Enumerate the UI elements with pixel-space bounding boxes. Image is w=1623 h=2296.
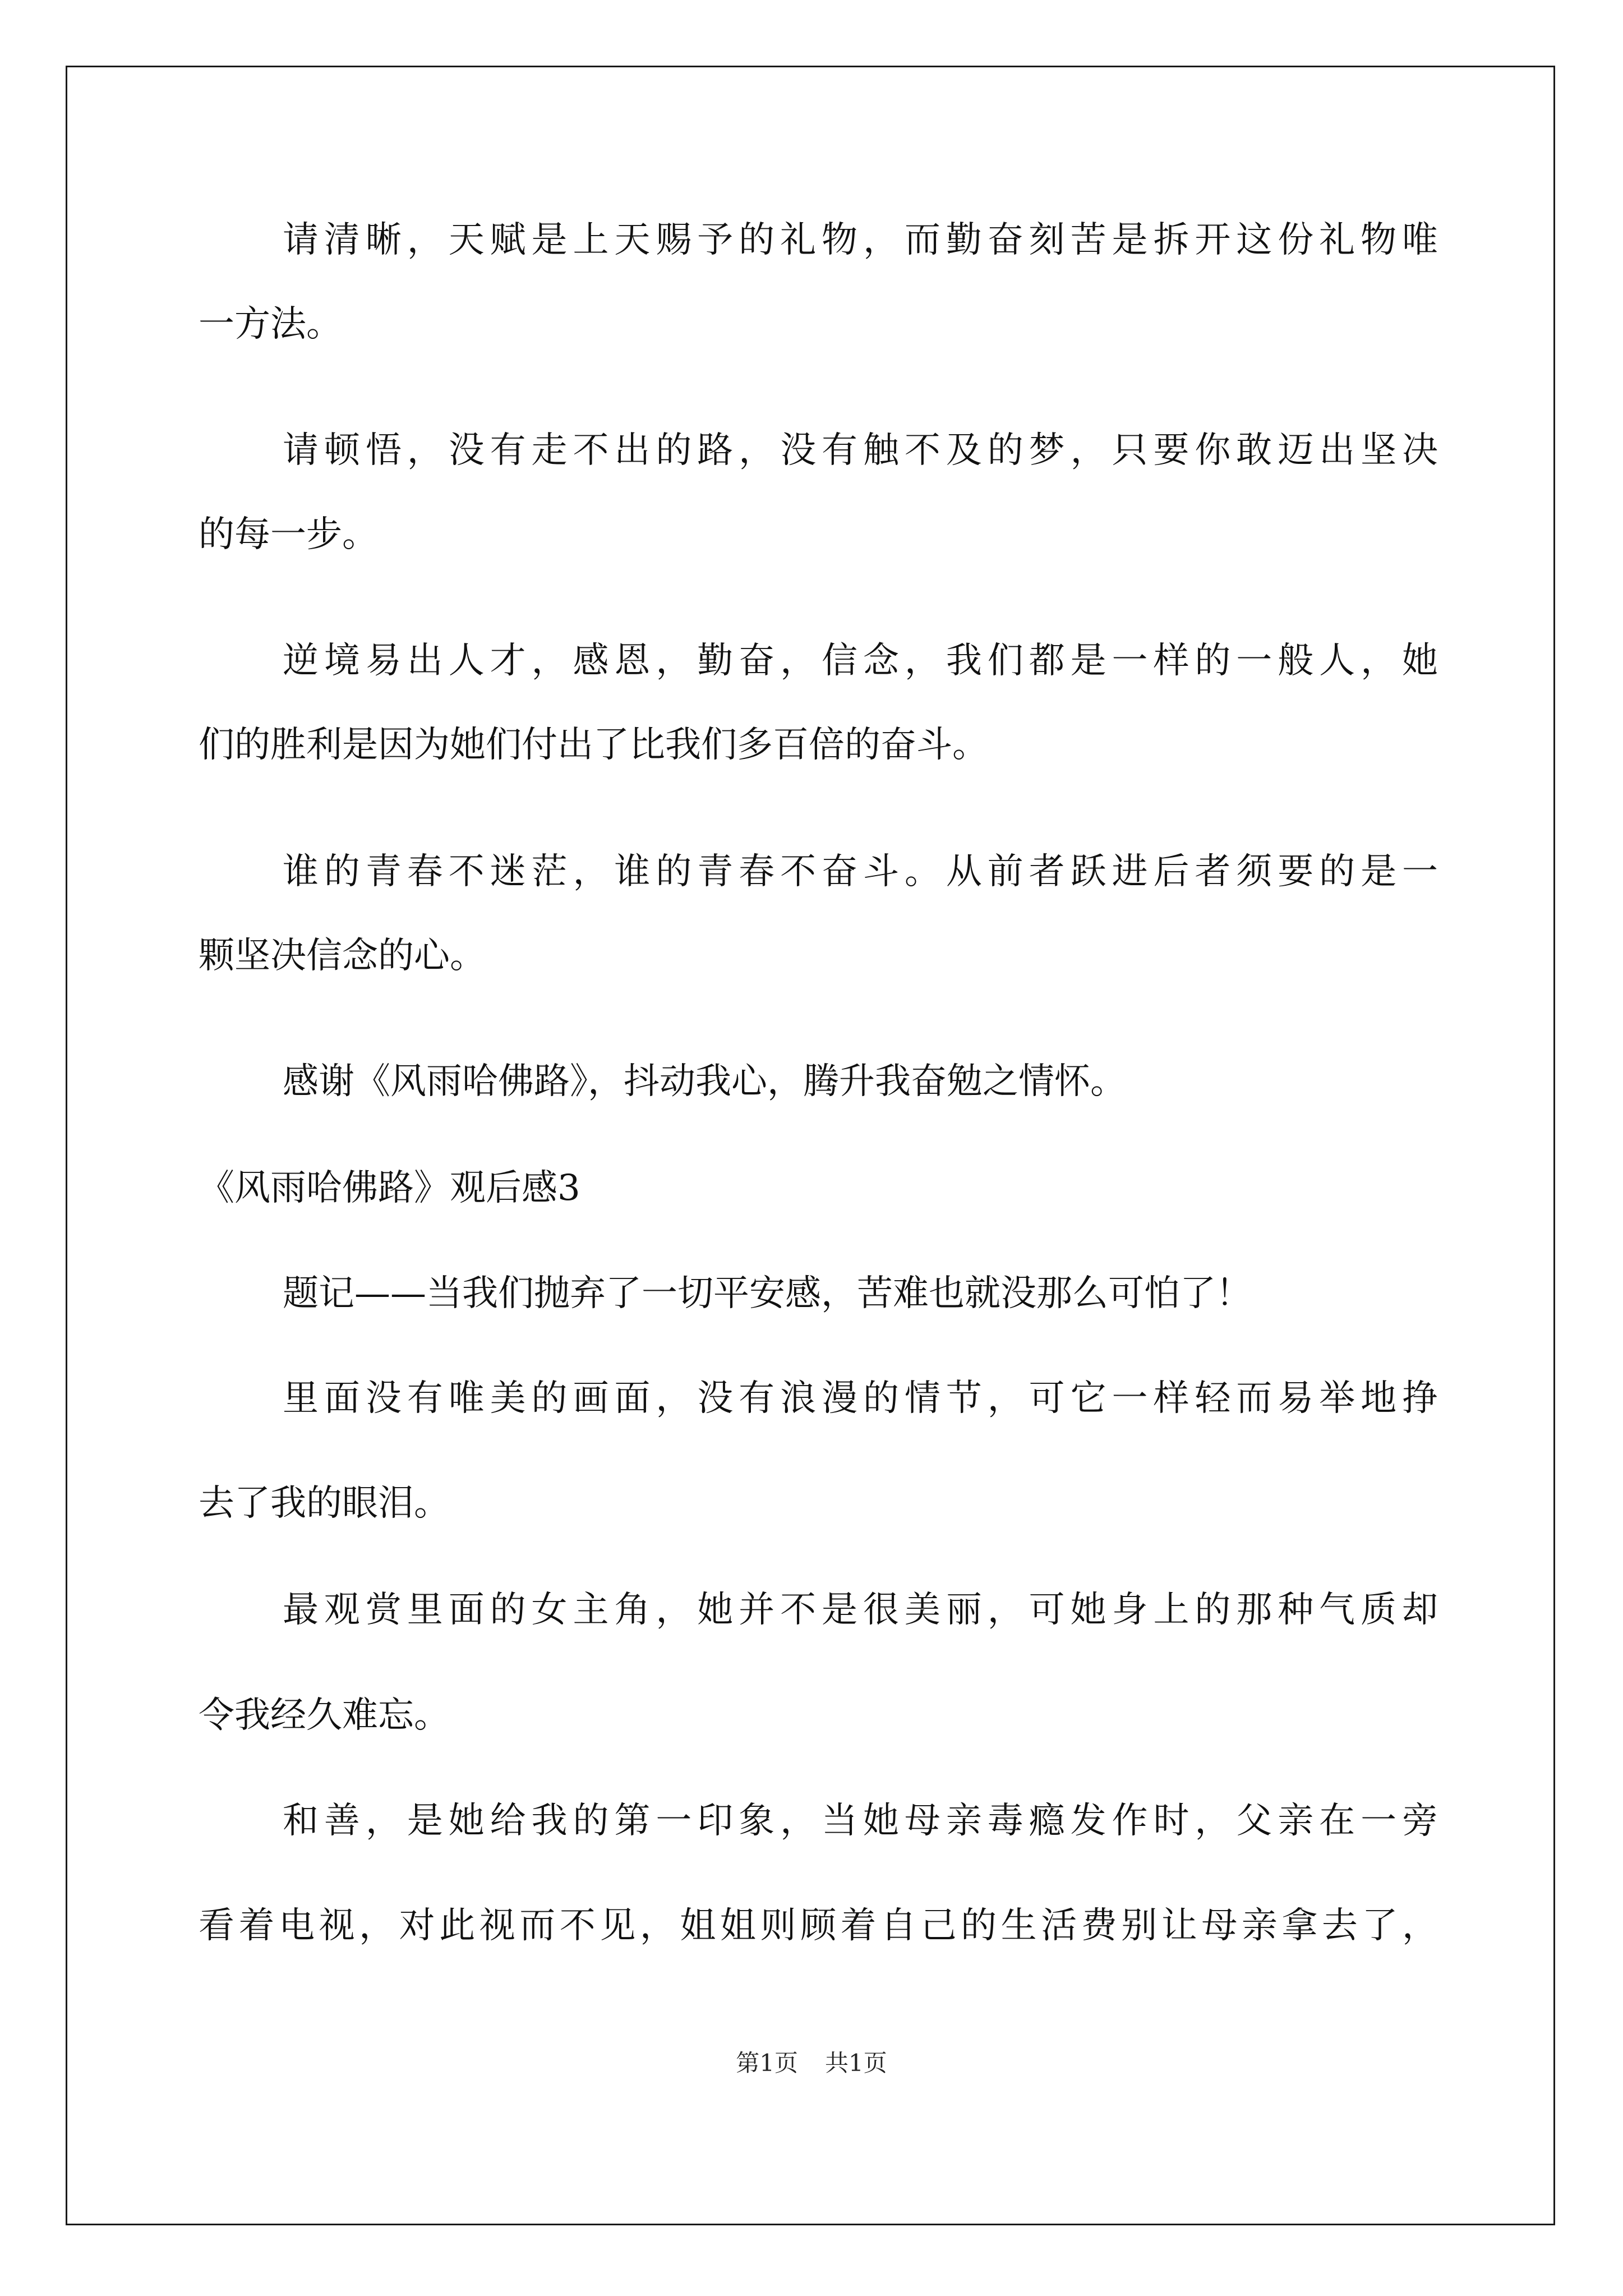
text-line: 最观赏里面的女主角，她并不是很美丽，可她身上的那种气质却	[283, 1589, 1438, 1631]
text-line: 里面没有唯美的画面，没有浪漫的情节，可它一样轻而易举地挣	[283, 1378, 1438, 1419]
text-line: 逆境易出人才，感恩，勤奋，信念，我们都是一样的一般人，她	[283, 640, 1438, 682]
section-heading: 《风雨哈佛路》观后感3	[199, 1167, 580, 1209]
text-line: 和善，是她给我的第一印象，当她母亲毒瘾发作时，父亲在一旁	[283, 1800, 1438, 1842]
page-footer	[0, 2047, 1623, 2079]
text-line: 令我经久难忘。	[199, 1695, 450, 1736]
text-line: 感谢《风雨哈佛路》，抖动我心，腾升我奋勉之情怀。	[283, 1061, 1126, 1102]
text-line: 颗坚决信念的心。	[199, 935, 486, 977]
text-line: 请顿悟，没有走不出的路，没有触不及的梦，只要你敢迈出坚决	[283, 430, 1438, 471]
text-line: 请清晰，天赋是上天赐予的礼物，而勤奋刻苦是拆开这份礼物唯	[283, 219, 1438, 261]
page-number: 第1页	[736, 2049, 798, 2077]
text-line: 谁的青春不迷茫，谁的青春不奋斗。从前者跃进后者须要的是一	[283, 851, 1438, 892]
text-line: 的每一步。	[199, 514, 378, 555]
page-total: 共1页	[825, 2049, 887, 2077]
text-line: 题记——当我们抛弃了一切平安感，苦难也就没那么可怕了！	[283, 1273, 1252, 1314]
text-line: 们的胜利是因为她们付出了比我们多百倍的奋斗。	[199, 724, 988, 766]
text-line: 看着电视，对此视而不见，姐姐则顾着自己的生活费别让母亲拿去了，	[199, 1905, 1438, 1947]
text-line: 去了我的眼泪。	[199, 1483, 450, 1524]
text-line: 一方法。	[199, 303, 342, 345]
page-border	[66, 66, 1555, 2225]
